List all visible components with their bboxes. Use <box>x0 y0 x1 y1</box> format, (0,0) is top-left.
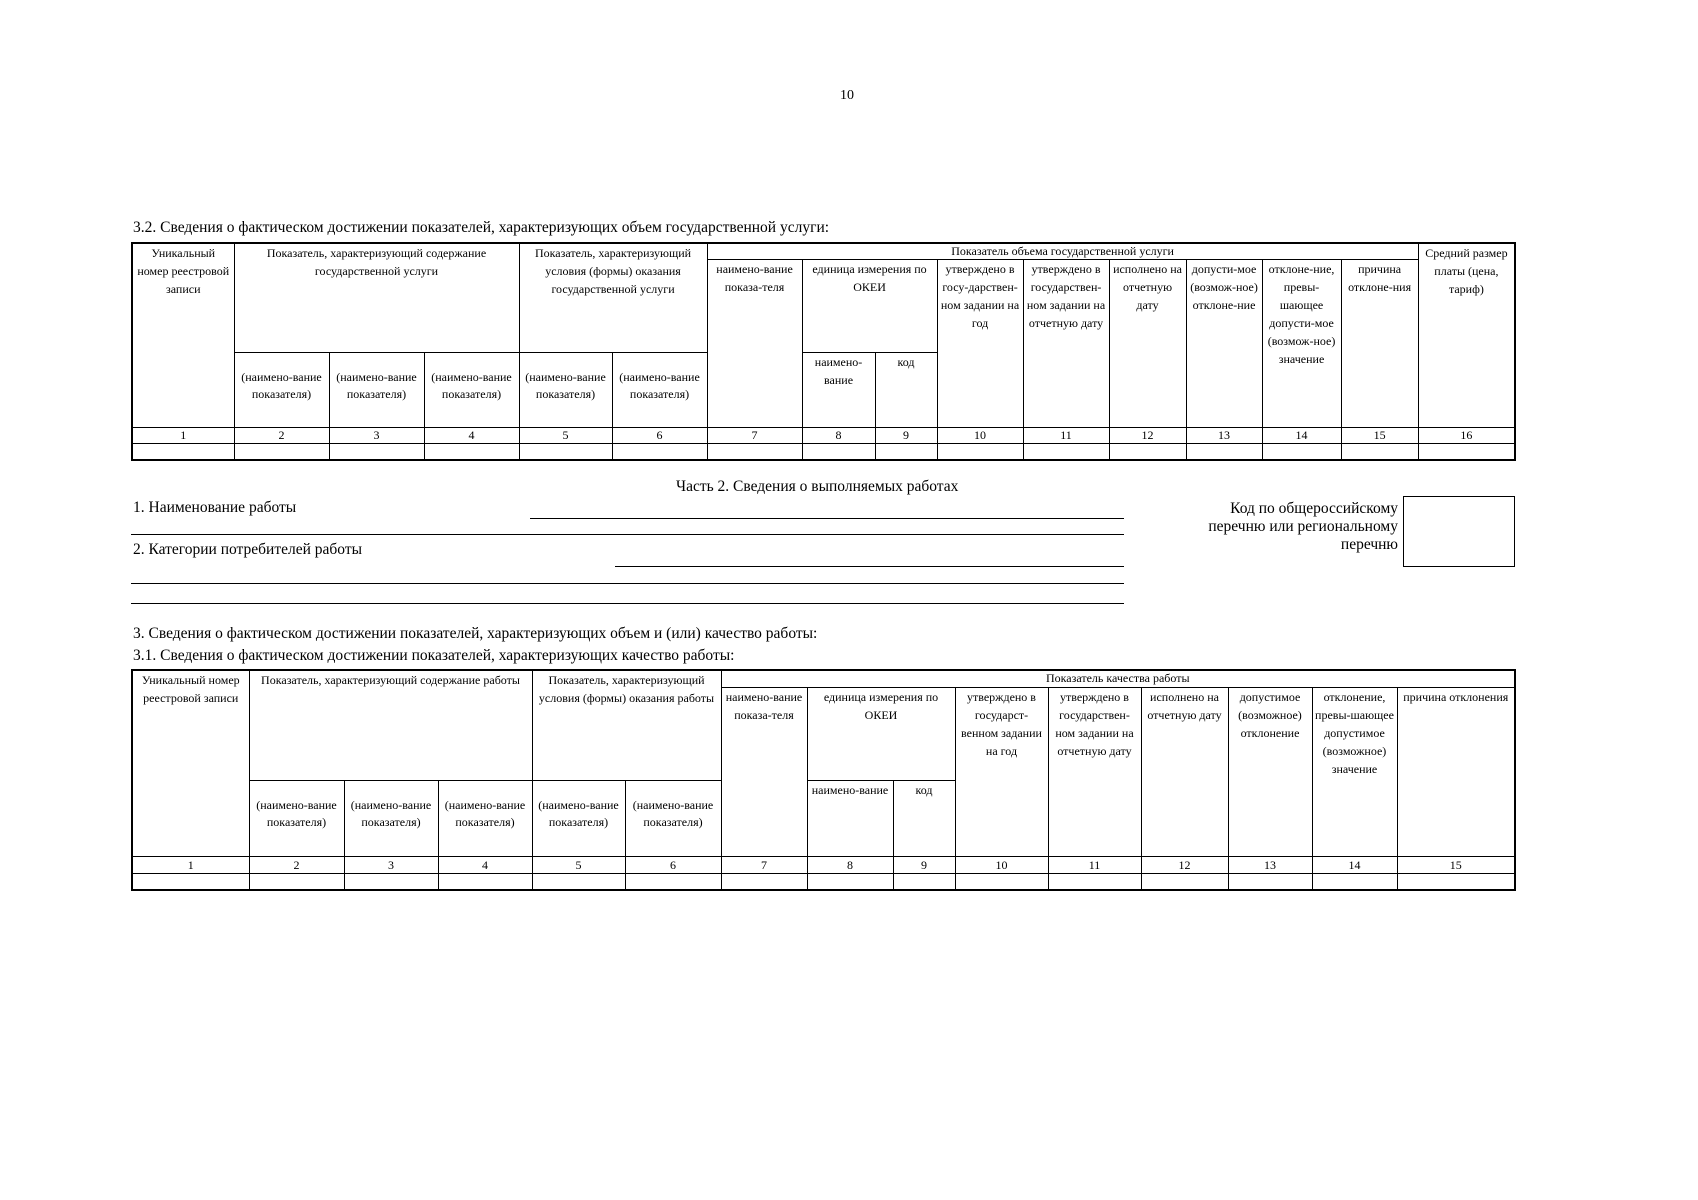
column-number: 6 <box>612 427 707 443</box>
table-cell[interactable] <box>1312 873 1397 890</box>
table-cell[interactable] <box>893 873 955 890</box>
volume-indicators-table <box>131 242 1516 461</box>
column-number: 13 <box>1228 856 1312 873</box>
part-2-title: Часть 2. Сведения о выполняемых работах <box>676 478 959 495</box>
header-conditions-indicator: Показатель, характеризующий условия (формы) оказания государственной услуги <box>519 243 707 352</box>
header-approved-year: утверждено в государст-венном задании на год <box>955 687 1048 856</box>
column-number: 4 <box>438 856 532 873</box>
column-number: 5 <box>532 856 625 873</box>
column-number: 1 <box>132 427 234 443</box>
header-exceeding-deviation: отклонение, превы-шающее допустимое (возможное) значение <box>1312 687 1397 856</box>
table-cell[interactable] <box>519 443 612 460</box>
column-number: 15 <box>1341 427 1418 443</box>
header-indicator-name: наимено-вание показа-теля <box>721 687 807 856</box>
header-indicator-name-5: (наимено-вание показателя) <box>532 780 625 856</box>
table-cell[interactable] <box>234 443 329 460</box>
header-unit-name: наимено-вание <box>802 352 875 427</box>
column-number: 11 <box>1048 856 1141 873</box>
header-content-indicator: Показатель, характеризующий содержание государственной услуги <box>234 243 519 352</box>
column-number: 12 <box>1109 427 1186 443</box>
column-number: 15 <box>1397 856 1515 873</box>
header-allowed-deviation: допусти-мое (возмож-ное) отклоне-ние <box>1186 259 1262 427</box>
column-number: 13 <box>1186 427 1262 443</box>
header-reason: причина отклонения <box>1397 687 1515 856</box>
header-unit-code: код <box>893 780 955 856</box>
table-cell[interactable] <box>807 873 893 890</box>
table-cell[interactable] <box>424 443 519 460</box>
quality-indicators-table <box>131 669 1516 891</box>
table-cell[interactable] <box>612 443 707 460</box>
work-name-line-2[interactable] <box>131 534 1124 535</box>
consumers-line-3[interactable] <box>131 603 1124 604</box>
table-cell[interactable] <box>249 873 344 890</box>
column-number: 16 <box>1418 427 1515 443</box>
column-number: 9 <box>875 427 937 443</box>
header-exceeding-deviation: отклоне-ние, превы-шающее допусти-мое (возмож-ное) значение <box>1262 259 1341 427</box>
header-indicator-name-6: (наимено-вание показателя) <box>612 352 707 427</box>
table-cell[interactable] <box>344 873 438 890</box>
table-cell[interactable] <box>1397 873 1515 890</box>
header-conditions-indicator: Показатель, характеризующий условия (формы) оказания работы <box>532 670 721 780</box>
table-cell[interactable] <box>532 873 625 890</box>
column-number: 11 <box>1023 427 1109 443</box>
header-unique-number: Уникальный номер реестровой записи <box>132 670 249 856</box>
header-indicator-name-5: (наимено-вание показателя) <box>519 352 612 427</box>
code-box[interactable] <box>1403 496 1515 567</box>
header-indicator-name-3: (наимено-вание показателя) <box>329 352 424 427</box>
column-number: 8 <box>807 856 893 873</box>
table-cell[interactable] <box>1418 443 1515 460</box>
table-cell[interactable] <box>132 873 249 890</box>
header-unique-number: Уникальный номер реестровой записи <box>132 243 234 427</box>
code-label: Код по общероссийскому перечню или региональному перечню <box>1208 500 1398 553</box>
header-indicator-name-4: (наимено-вание показателя) <box>438 780 532 856</box>
table-cell[interactable] <box>1023 443 1109 460</box>
section-3-2-title: 3.2. Сведения о фактическом достижении показателей, характеризующих объем государственной услуги: <box>133 219 830 236</box>
column-number: 3 <box>329 427 424 443</box>
column-number: 10 <box>937 427 1023 443</box>
header-unit: единица измерения по ОКЕИ <box>807 687 955 780</box>
table-cell[interactable] <box>1048 873 1141 890</box>
work-name-line[interactable] <box>530 518 1124 519</box>
table-cell[interactable] <box>625 873 721 890</box>
column-number: 5 <box>519 427 612 443</box>
table-cell[interactable] <box>721 873 807 890</box>
header-approved-date: утверждено в государствен-ном задании на отчетную дату <box>1048 687 1141 856</box>
header-indicator-name-4: (наимено-вание показателя) <box>424 352 519 427</box>
header-unit: единица измерения по ОКЕИ <box>802 259 937 352</box>
section-3-1-title: 3.1. Сведения о фактическом достижении показателей, характеризующих качество работы: <box>133 647 735 664</box>
table-cell[interactable] <box>1186 443 1262 460</box>
column-number: 3 <box>344 856 438 873</box>
header-average-fee: Средний размер платы (цена, тариф) <box>1418 243 1515 427</box>
section-3-title: 3. Сведения о фактическом достижении показателей, характеризующих объем и (или) качество работы: <box>133 625 818 642</box>
table-cell[interactable] <box>329 443 424 460</box>
header-indicator-name-6: (наимено-вание показателя) <box>625 780 721 856</box>
header-reason: причина отклоне-ния <box>1341 259 1418 427</box>
column-number: 14 <box>1262 427 1341 443</box>
column-number: 7 <box>721 856 807 873</box>
header-unit-code: код <box>875 352 937 427</box>
header-allowed-deviation: допустимое (возможное) отклонение <box>1228 687 1312 856</box>
table-row <box>132 873 1515 890</box>
column-number: 8 <box>802 427 875 443</box>
header-volume-indicator: Показатель объема государственной услуги <box>707 243 1418 259</box>
table-cell[interactable] <box>802 443 875 460</box>
table-cell[interactable] <box>438 873 532 890</box>
table-cell[interactable] <box>937 443 1023 460</box>
table-cell[interactable] <box>1141 873 1228 890</box>
header-unit-name: наимено-вание <box>807 780 893 856</box>
column-number: 7 <box>707 427 802 443</box>
header-approved-year: утверждено в госу-дарствен-ном задании на год <box>937 259 1023 427</box>
column-number: 9 <box>893 856 955 873</box>
work-name-label: 1. Наименование работы <box>133 499 297 516</box>
table-cell[interactable] <box>707 443 802 460</box>
header-quality-indicator: Показатель качества работы <box>721 670 1515 687</box>
header-content-indicator: Показатель, характеризующий содержание работы <box>249 670 532 780</box>
header-executed: исполнено на отчетную дату <box>1109 259 1186 427</box>
column-number: 2 <box>249 856 344 873</box>
column-number: 14 <box>1312 856 1397 873</box>
column-number: 10 <box>955 856 1048 873</box>
consumers-label: 2. Категории потребителей работы <box>133 541 363 558</box>
column-number: 12 <box>1141 856 1228 873</box>
column-number: 6 <box>625 856 721 873</box>
page-number: 10 <box>840 88 854 103</box>
table-cell[interactable] <box>1228 873 1312 890</box>
table-cell[interactable] <box>132 443 234 460</box>
column-number: 2 <box>234 427 329 443</box>
header-indicator-name: наимено-вание показа-теля <box>707 259 802 427</box>
table-cell[interactable] <box>1109 443 1186 460</box>
header-indicator-name-2: (наимено-вание показателя) <box>234 352 329 427</box>
table-cell[interactable] <box>955 873 1048 890</box>
header-indicator-name-2: (наимено-вание показателя) <box>249 780 344 856</box>
consumers-line-2[interactable] <box>131 583 1124 584</box>
consumers-line[interactable] <box>615 566 1124 567</box>
column-number: 1 <box>132 856 249 873</box>
table-cell[interactable] <box>1341 443 1418 460</box>
header-indicator-name-3: (наимено-вание показателя) <box>344 780 438 856</box>
header-approved-date: утверждено в государствен-ном задании на отчетную дату <box>1023 259 1109 427</box>
header-executed: исполнено на отчетную дату <box>1141 687 1228 856</box>
column-number: 4 <box>424 427 519 443</box>
table-cell[interactable] <box>1262 443 1341 460</box>
table-row <box>132 443 1515 460</box>
table-cell[interactable] <box>875 443 937 460</box>
